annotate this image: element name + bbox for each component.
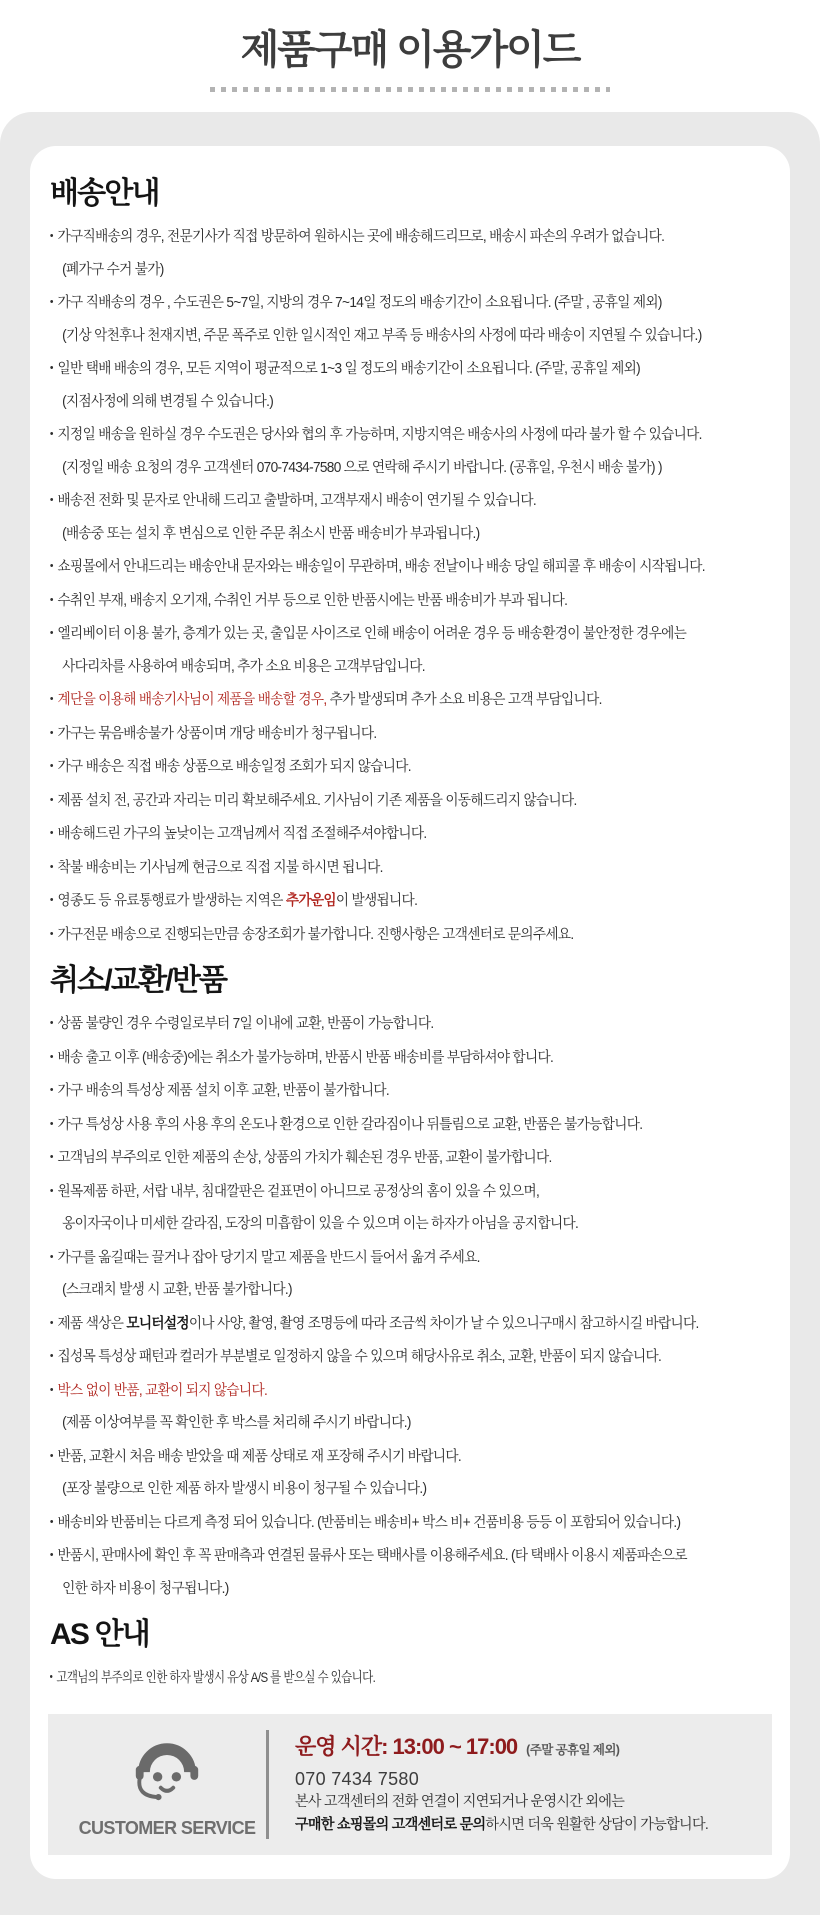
bullet-dot: •: [49, 827, 53, 839]
bullet-dot: •: [49, 1084, 53, 1096]
guide-line: • 반품시, 판매사에 확인 후 꼭 판매측과 연결된 물류사 또는 택배사를 이용해주세요. (타 택배사 이용시 제품파손으로: [48, 1539, 729, 1573]
bullet-dot: •: [49, 1017, 53, 1029]
guide-line: • 착불 배송비는 기사님께 현금으로 직접 지불 하시면 됩니다.: [48, 851, 729, 885]
cs-info-line-1: 본사 고객센터의 전화 연결이 지연되거나 운영시간 외에는: [295, 1793, 625, 1810]
bullet-dot: •: [49, 1671, 53, 1683]
guide-line-continued: (포장 불량으로 인한 제품 하자 발생시 비용이 청구될 수 있습니다.): [62, 1481, 427, 1497]
operating-hours-row: [295, 1732, 752, 1762]
bullet-dot: •: [49, 894, 53, 906]
bullet-dot: •: [49, 560, 53, 572]
customer-service-left-column: [68, 1730, 266, 1839]
section-as-guide: [48, 1617, 772, 1694]
guide-line: • 집성목 특성상 패턴과 컬러가 부분별로 일정하지 않을 수 있으며 해당사유로 취소, 교환, 반품이 되지 않습니다.: [48, 1340, 729, 1374]
guide-line: • 박스 없이 반품, 교환이 되지 않습니다.: [48, 1374, 729, 1408]
section-heading-shipping: 배송안내: [50, 177, 159, 210]
bullet-dot: •: [49, 1316, 53, 1329]
phone-number: 070 7434 7580: [295, 1768, 420, 1789]
bullet-dot: •: [49, 793, 53, 806]
guide-line: • 일반 택배 배송의 경우, 모든 지역이 평균적으로 1~3 일 정도의 배송기간이 소요됩니다. (주말, 공휴일 제외): [48, 352, 729, 386]
guide-line: • 가구 직배송의 경우 , 수도권은 5~7일, 지방의 경우 7~14일 정도의 배송기간이 소요됩니다. (주말 , 공휴일 제외): [48, 286, 729, 320]
guide-line: • 배송 출고 이후 (배송중)에는 취소가 불가능하며, 반품시 반품 배송비를 부담하셔야 합니다.: [48, 1041, 729, 1075]
page-title: 제품구매 이용가이드: [240, 28, 580, 72]
guide-line: • 지정일 배송을 원하실 경우 수도권은 당사와 협의 후 가능하며, 지방지역은 배송사의 사정에 따라 불가 할 수 있습니다.: [48, 418, 729, 452]
bullet-dot: •: [49, 1151, 53, 1163]
guide-line-continued: (스크래치 발생 시 교환, 반품 불가합니다.): [62, 1282, 292, 1298]
guide-line-continued: 인한 하자 비용이 청구됩니다.): [62, 1580, 229, 1597]
bullet-dot: •: [49, 593, 53, 606]
guide-line: • 배송전 전화 및 문자로 안내해 드리고 출발하며, 고객부재시 배송이 연기될 수 있습니다.: [48, 484, 729, 518]
guide-sections: [48, 176, 772, 1694]
guide-line: • 수취인 부재, 배송지 오기재, 수취인 거부 등으로 인한 반품시에는 반품 배송비가 부과 됩니다.: [48, 584, 729, 618]
bullet-dot: •: [49, 1250, 53, 1263]
guide-line: • 엘리베이터 이용 불가, 층계가 있는 곳, 출입문 사이즈로 인해 배송이 어려운 경우 등 배송환경이 불안정한 경우에는: [48, 617, 729, 651]
guide-line: • 제품 색상은 모니터설정이나 사양, 촬영, 촬영 조명등에 따라 조금씩 차이가 날 수 있으니구매시 참고하시길 바랍니다.: [48, 1307, 729, 1341]
gray-background-panel: [0, 112, 820, 1915]
bullet-dot: •: [49, 1449, 53, 1462]
customer-service-info: [269, 1730, 752, 1839]
bullet-dot: •: [49, 627, 53, 639]
section-heading-as-guide: AS 안내: [50, 1618, 149, 1651]
guide-line: • 가구전문 배송으로 진행되는만큼 송장조회가 불가합니다. 진행사항은 고객센터로 문의주세요.: [48, 918, 729, 952]
guide-line: • 배송해드린 가구의 높낮이는 고객님께서 직접 조절해주셔야합니다.: [48, 817, 729, 851]
guide-line-continued: (지정일 배송 요청의 경우 고객센터 070-7434-7580 으로 연락해 주시기 바랍니다. (공휴일, 우천시 배송 불가) ): [62, 459, 662, 476]
section-shipping: [48, 176, 772, 951]
guide-line-continued: (기상 악천후나 천재지변, 주문 폭주로 인한 일시적인 재고 부족 등 배송사의 사정에 따라 배송이 지연될 수 있습니다.): [62, 327, 702, 344]
bullet-dot: •: [49, 1184, 53, 1197]
section-cancel-exchange-return: [48, 963, 772, 1605]
guide-line: • 가구 배송은 직접 배송 상품으로 배송일정 조회가 되지 않습니다.: [48, 750, 729, 784]
guide-line: • 가구 특성상 사용 후의 사용 후의 온도나 환경으로 인한 갈라짐이나 뒤틀림으로 교환, 반품은 불가능합니다.: [48, 1108, 729, 1142]
bullet-dot: •: [49, 230, 53, 242]
operating-hours-note: (주말 공휴일 제외): [526, 1742, 620, 1757]
customer-service-box: [48, 1714, 772, 1855]
guide-line: • 가구 배송의 특성상 제품 설치 이후 교환, 반품이 불가합니다.: [48, 1074, 729, 1108]
bullet-dot: •: [49, 362, 53, 374]
guide-line: • 가구직배송의 경우, 전문기사가 직접 방문하여 원하시는 곳에 배송해드리므로, 배송시 파손의 우려가 없습니다.: [48, 220, 729, 254]
guide-line-continued: (폐가구 수거 불가): [62, 261, 164, 278]
guide-line: • 상품 불량인 경우 수령일로부터 7일 이내에 교환, 반품이 가능합니다.: [48, 1007, 729, 1041]
guide-line-continued: 옹이자국이나 미세한 갈라짐, 도장의 미흡함이 있을 수 있으며 이는 하자가 아님을 공지합니다.: [62, 1216, 579, 1232]
guide-line-continued: 사다리차를 사용하여 배송되며, 추가 소요 비용은 고객부담입니다.: [62, 658, 425, 675]
cs-info-rest: 하시면 더욱 원활한 상담이 가능합니다.: [485, 1816, 709, 1833]
dashed-divider: [210, 87, 610, 92]
cs-info-bold: 구매한 쇼핑몰의 고객센터로 문의: [295, 1816, 486, 1833]
guide-line: • 제품 설치 전, 공간과 자리는 미리 확보해주세요. 기사님이 기존 제품을 이동해드리지 않습니다.: [48, 784, 729, 818]
bullet-dot: •: [49, 1350, 53, 1362]
bullet-dot: •: [49, 296, 53, 308]
title-area: [0, 0, 820, 92]
guide-line-continued: (제품 이상여부를 꼭 확인한 후 박스를 처리해 주시기 바랍니다.): [62, 1415, 411, 1431]
bullet-dot: •: [49, 860, 53, 873]
bullet-dot: •: [49, 1050, 53, 1063]
bullet-dot: •: [49, 1117, 53, 1130]
guide-line: • 고객님의 부주의로 인한 제품의 손상, 상품의 가치가 훼손된 경우 반품, 교환이 불가합니다.: [48, 1141, 729, 1175]
headset-agent-icon: [128, 1730, 206, 1813]
bullet-dot: •: [49, 428, 53, 440]
guide-line: • 쇼핑몰에서 안내드리는 배송안내 문자와는 배송일이 무관하며, 배송 전날이나 배송 당일 해피콜 후 배송이 시작됩니다.: [48, 550, 729, 584]
operating-hours: 운영 시간: 13:00 ~ 17:00: [295, 1733, 518, 1759]
guide-line: • 영종도 등 유료통행료가 발생하는 지역은 추가운임이 발생됩니다.: [48, 884, 729, 918]
bullet-dot: •: [49, 1549, 53, 1561]
guide-line: • 배송비와 반품비는 다르게 측정 되어 있습니다. (반품비는 배송비+ 박스 비+ 건품비용 등등 이 포함되어 있습니다.): [48, 1506, 729, 1540]
content-card: [30, 146, 790, 1879]
guide-line: • 고객님의 부주의로 인한 하자 발생시 유상 A/S 를 받으실 수 있습니다.: [48, 1661, 642, 1694]
guide-line: • 가구는 묶음배송불가 상품이며 개당 배송비가 청구됩니다.: [48, 717, 729, 751]
bullet-dot: •: [49, 927, 53, 940]
section-heading-cancel-exchange-return: 취소/교환/반품: [50, 964, 227, 997]
guide-line: • 가구를 옮길때는 끌거나 잡아 당기지 말고 제품을 반드시 들어서 옮겨 주세요.: [48, 1241, 729, 1275]
guide-line: • 원목제품 하판, 서랍 내부, 침대깔판은 겉표면이 아니므로 공정상의 홈이 있을 수 있으며,: [48, 1175, 729, 1209]
bullet-dot: •: [49, 494, 53, 506]
guide-line-continued: (지점사정에 의해 변경될 수 있습니다.): [62, 393, 274, 410]
guide-line: • 반품, 교환시 처음 배송 받았을 때 제품 상태로 재 포장해 주시기 바랍니다.: [48, 1440, 729, 1474]
bullet-dot: •: [49, 693, 53, 705]
customer-service-label: CUSTOMER SERVICE: [78, 1817, 256, 1838]
bullet-dot: •: [49, 726, 53, 739]
guide-line-continued: (배송중 또는 설치 후 변심으로 인한 주문 취소시 반품 배송비가 부과됩니다.): [62, 525, 480, 542]
guide-line: • 계단을 이용해 배송기사님이 제품을 배송할 경우, 추가 발생되며 추가 소요 비용은 고객 부담입니다.: [48, 683, 729, 717]
cs-info-line-2: [295, 1814, 738, 1837]
bullet-dot: •: [49, 1515, 53, 1528]
bullet-dot: •: [49, 760, 53, 772]
bullet-dot: •: [49, 1383, 53, 1396]
